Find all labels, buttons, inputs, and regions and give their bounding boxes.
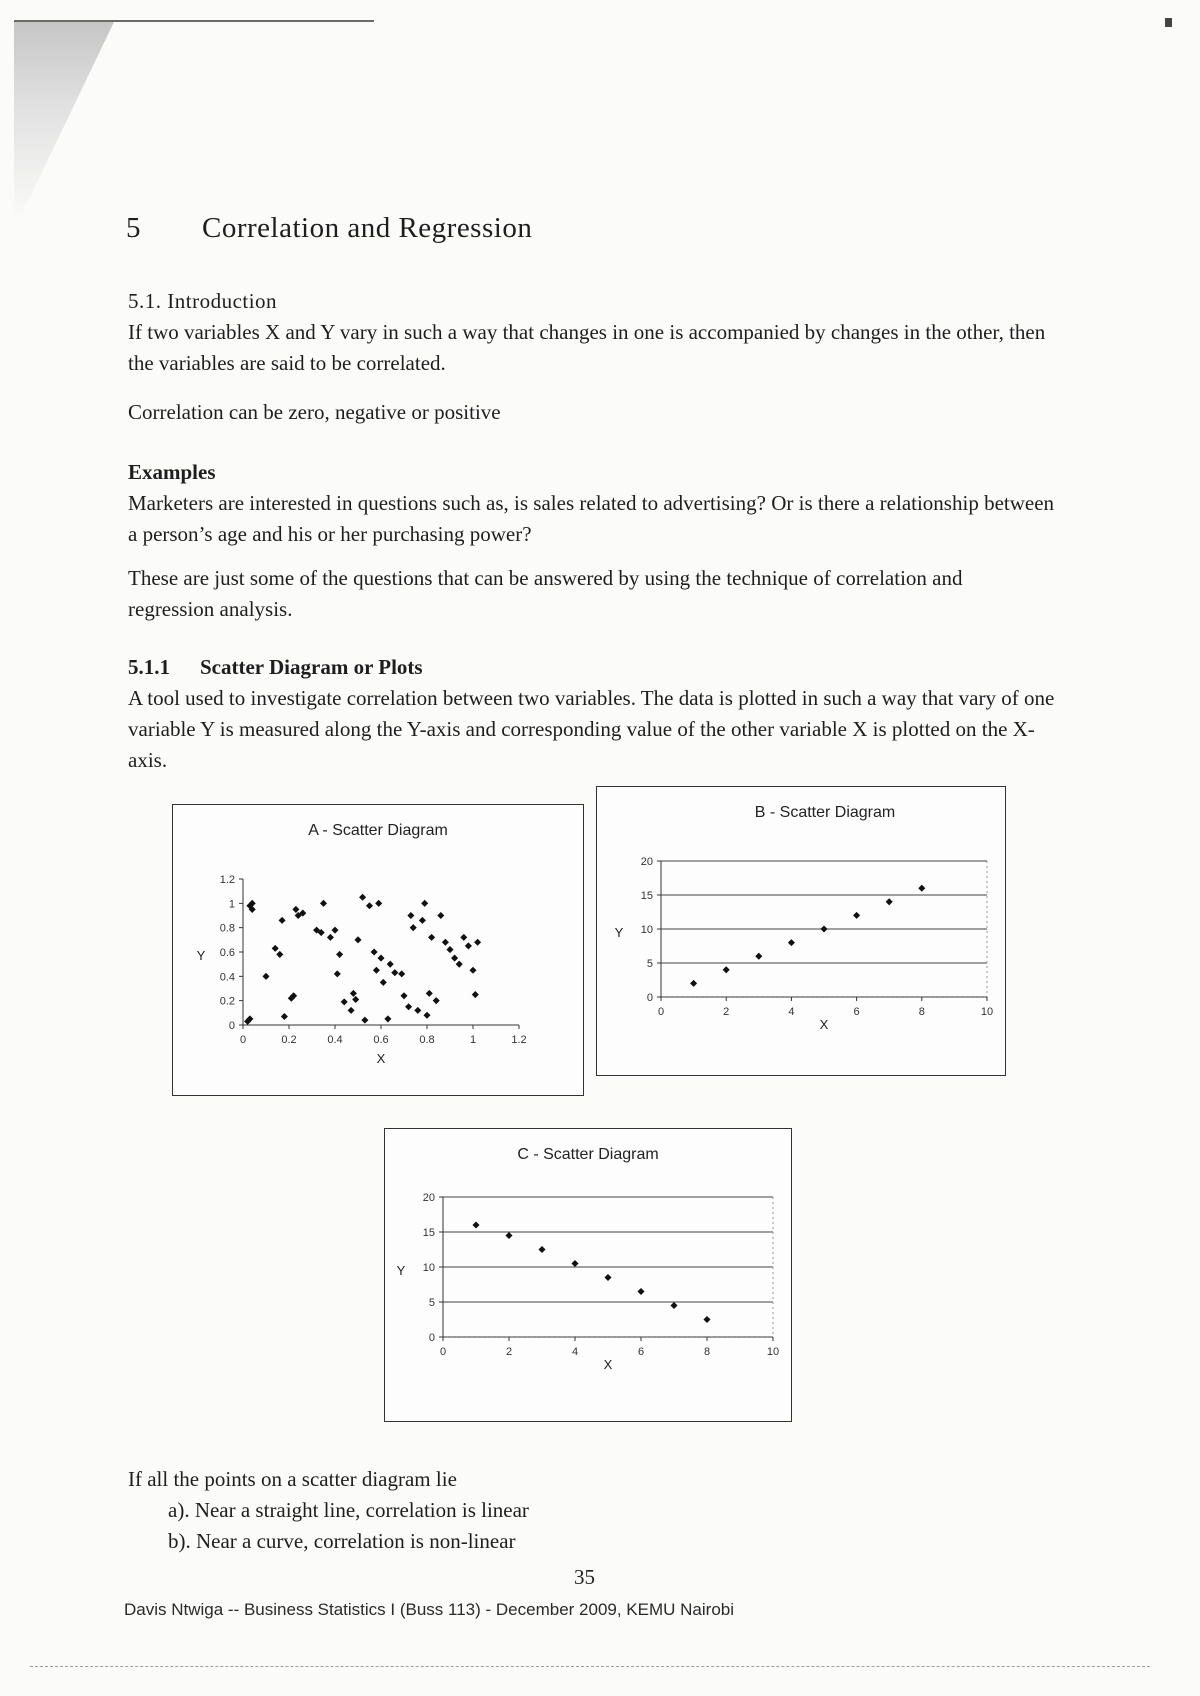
chart-title: A - Scatter Diagram xyxy=(308,822,448,839)
data-point xyxy=(456,961,463,968)
chapter-number: 5 xyxy=(126,212,141,244)
chart-a-frame xyxy=(172,804,584,1096)
data-point xyxy=(419,917,426,924)
x-axis-label: X xyxy=(376,1051,386,1066)
y-tick-label: 0 xyxy=(646,992,653,1004)
data-point xyxy=(918,885,925,892)
y-tick-label: 0.4 xyxy=(219,971,235,984)
x-tick-label: 0 xyxy=(439,1346,447,1358)
data-point xyxy=(442,939,449,946)
data-point xyxy=(423,1012,430,1019)
data-point xyxy=(414,1007,421,1014)
x-tick-label: 4 xyxy=(571,1346,579,1358)
y-axis-label: Y xyxy=(396,1263,406,1278)
x-tick-label: 2 xyxy=(505,1346,513,1358)
x-tick-label: 4 xyxy=(788,1006,795,1018)
data-point xyxy=(336,951,343,958)
examples-section xyxy=(128,457,1068,550)
x-tick-label: 0.8 xyxy=(419,1034,435,1046)
data-point xyxy=(460,934,467,941)
y-tick-label: 10 xyxy=(640,924,653,936)
scatter-section xyxy=(128,652,1068,776)
x-tick-label: 8 xyxy=(918,1006,925,1018)
chapter-title xyxy=(126,212,532,245)
examples-note: These are just some of the questions that can be answered by using the technique of correlation and regression analysis. xyxy=(128,566,963,621)
x-axis-label: X xyxy=(819,1017,829,1032)
x-tick-label: 1.2 xyxy=(511,1034,527,1046)
x-tick-label: 0 xyxy=(657,1006,665,1018)
data-point xyxy=(446,946,453,953)
x-tick-label: 0.6 xyxy=(373,1034,389,1046)
chart-a xyxy=(173,805,583,1095)
intro-body: If two variables X and Y vary in such a way that changes in one is accompanied by changes in the other, then the variables are said to be correlated. xyxy=(128,320,1046,375)
y-tick-label: 1.2 xyxy=(219,874,235,886)
section-number: 5.1.1 xyxy=(128,655,170,679)
data-point xyxy=(690,980,697,987)
x-axis-label: X xyxy=(603,1357,613,1372)
page-footer: Davis Ntwiga -- Business Statistics I (Buss 113) - December 2009, KEMU Nairobi xyxy=(124,1600,734,1619)
y-tick-label: 5 xyxy=(428,1297,435,1309)
x-tick-label: 6 xyxy=(853,1006,860,1018)
data-point xyxy=(820,925,827,932)
data-point xyxy=(384,1015,391,1022)
data-point xyxy=(292,906,299,913)
y-tick-label: 0.6 xyxy=(219,947,235,959)
data-point xyxy=(327,934,334,941)
y-tick-label: 15 xyxy=(422,1227,435,1239)
data-point xyxy=(391,969,398,976)
y-tick-label: 10 xyxy=(422,1262,435,1274)
x-tick-label: 0.2 xyxy=(281,1034,297,1046)
data-point xyxy=(886,898,893,905)
data-point xyxy=(380,979,387,986)
data-point xyxy=(433,997,440,1004)
page-number: 35 xyxy=(574,1565,595,1589)
data-point xyxy=(371,948,378,955)
y-axis-label: Y xyxy=(196,948,206,963)
data-point xyxy=(474,939,481,946)
data-point xyxy=(571,1260,578,1267)
data-point xyxy=(272,945,279,952)
y-axis-label: Y xyxy=(614,925,624,940)
data-point xyxy=(723,966,730,973)
conclusion-item-linear: a). Near a straight line, correlation is linear xyxy=(168,1498,529,1522)
data-point xyxy=(421,900,428,907)
intro-section xyxy=(128,286,1068,379)
y-tick-label: 20 xyxy=(422,1192,435,1204)
data-point xyxy=(341,998,348,1005)
data-point xyxy=(279,917,286,924)
chart-title: C - Scatter Diagram xyxy=(517,1146,659,1163)
scan-corner-shadow xyxy=(14,22,114,222)
data-point xyxy=(331,927,338,934)
y-tick-label: 20 xyxy=(640,856,653,868)
examples-body: Marketers are interested in questions such as, is sales related to advertising? Or is there a relationship between a person’s age and his or her purchasing power? xyxy=(128,491,1055,546)
x-tick-label: 0.4 xyxy=(327,1034,343,1046)
y-tick-label: 15 xyxy=(640,890,653,902)
data-point xyxy=(281,1013,288,1020)
data-point xyxy=(410,924,417,931)
data-point xyxy=(788,939,795,946)
data-point xyxy=(755,953,762,960)
data-point xyxy=(472,991,479,998)
section-heading: Scatter Diagram or Plots xyxy=(200,655,423,679)
data-point xyxy=(348,1007,355,1014)
data-point xyxy=(350,990,357,997)
x-tick-label: 6 xyxy=(637,1346,645,1358)
data-point xyxy=(354,936,361,943)
data-point xyxy=(505,1232,512,1239)
conclusion-intro: If all the points on a scatter diagram lie xyxy=(128,1467,457,1491)
data-point xyxy=(375,900,382,907)
chart-title: B - Scatter Diagram xyxy=(754,804,896,821)
chart-c-frame xyxy=(384,1128,792,1422)
x-tick-label: 2 xyxy=(723,1006,730,1018)
intro-heading: 5.1. Introduction xyxy=(128,289,278,313)
data-point xyxy=(398,970,405,977)
data-point xyxy=(451,955,458,962)
scan-edge-bottom xyxy=(30,1666,1150,1667)
data-point xyxy=(428,934,435,941)
data-point xyxy=(465,942,472,949)
conclusion xyxy=(128,1464,828,1557)
data-point xyxy=(387,961,394,968)
data-point xyxy=(373,967,380,974)
y-tick-label: 0 xyxy=(228,1020,235,1032)
data-point xyxy=(670,1302,677,1309)
x-tick-label: 1 xyxy=(469,1034,477,1046)
data-point xyxy=(361,1017,368,1024)
data-point xyxy=(320,900,327,907)
data-point xyxy=(400,992,407,999)
y-tick-label: 1 xyxy=(228,898,235,911)
chapter-title-text: Correlation and Regression xyxy=(202,212,533,244)
x-tick-label: 8 xyxy=(703,1346,711,1358)
data-point xyxy=(405,1003,412,1010)
y-tick-label: 0.8 xyxy=(219,922,235,935)
data-point xyxy=(359,894,366,901)
y-tick-label: 0 xyxy=(428,1332,435,1344)
data-point xyxy=(334,970,341,977)
data-point xyxy=(853,912,860,919)
data-point xyxy=(352,996,359,1003)
examples-heading: Examples xyxy=(128,460,216,484)
data-point xyxy=(407,912,414,919)
chart-c xyxy=(385,1129,791,1421)
chart-b-frame xyxy=(596,786,1006,1076)
scan-mark xyxy=(1165,18,1172,27)
conclusion-item-nonlinear: b). Near a curve, correlation is non-linear xyxy=(168,1529,516,1553)
data-point xyxy=(637,1288,644,1295)
data-point xyxy=(366,902,373,909)
chart-b xyxy=(597,787,1005,1075)
x-tick-label: 0 xyxy=(239,1034,247,1046)
y-tick-label: 0.2 xyxy=(219,995,235,1008)
x-tick-label: 10 xyxy=(980,1006,994,1018)
data-point xyxy=(472,1221,479,1228)
data-point xyxy=(426,990,433,997)
data-point xyxy=(538,1246,545,1253)
data-point xyxy=(377,955,384,962)
y-tick-label: 5 xyxy=(646,958,653,970)
data-point xyxy=(437,912,444,919)
section-body: A tool used to investigate correlation between two variables. The data is plotted in such a way that vary of one variable Y is measured along the Y-axis and corresponding value of the other variable X is plotted on the X-axis. xyxy=(128,686,1055,772)
data-point xyxy=(703,1316,710,1323)
scan-edge-top xyxy=(14,20,374,22)
data-point xyxy=(276,951,283,958)
data-point xyxy=(469,967,476,974)
data-point xyxy=(604,1274,611,1281)
x-tick-label: 10 xyxy=(766,1346,780,1358)
correlation-types: Correlation can be zero, negative or positive xyxy=(128,400,501,424)
data-point xyxy=(262,973,269,980)
